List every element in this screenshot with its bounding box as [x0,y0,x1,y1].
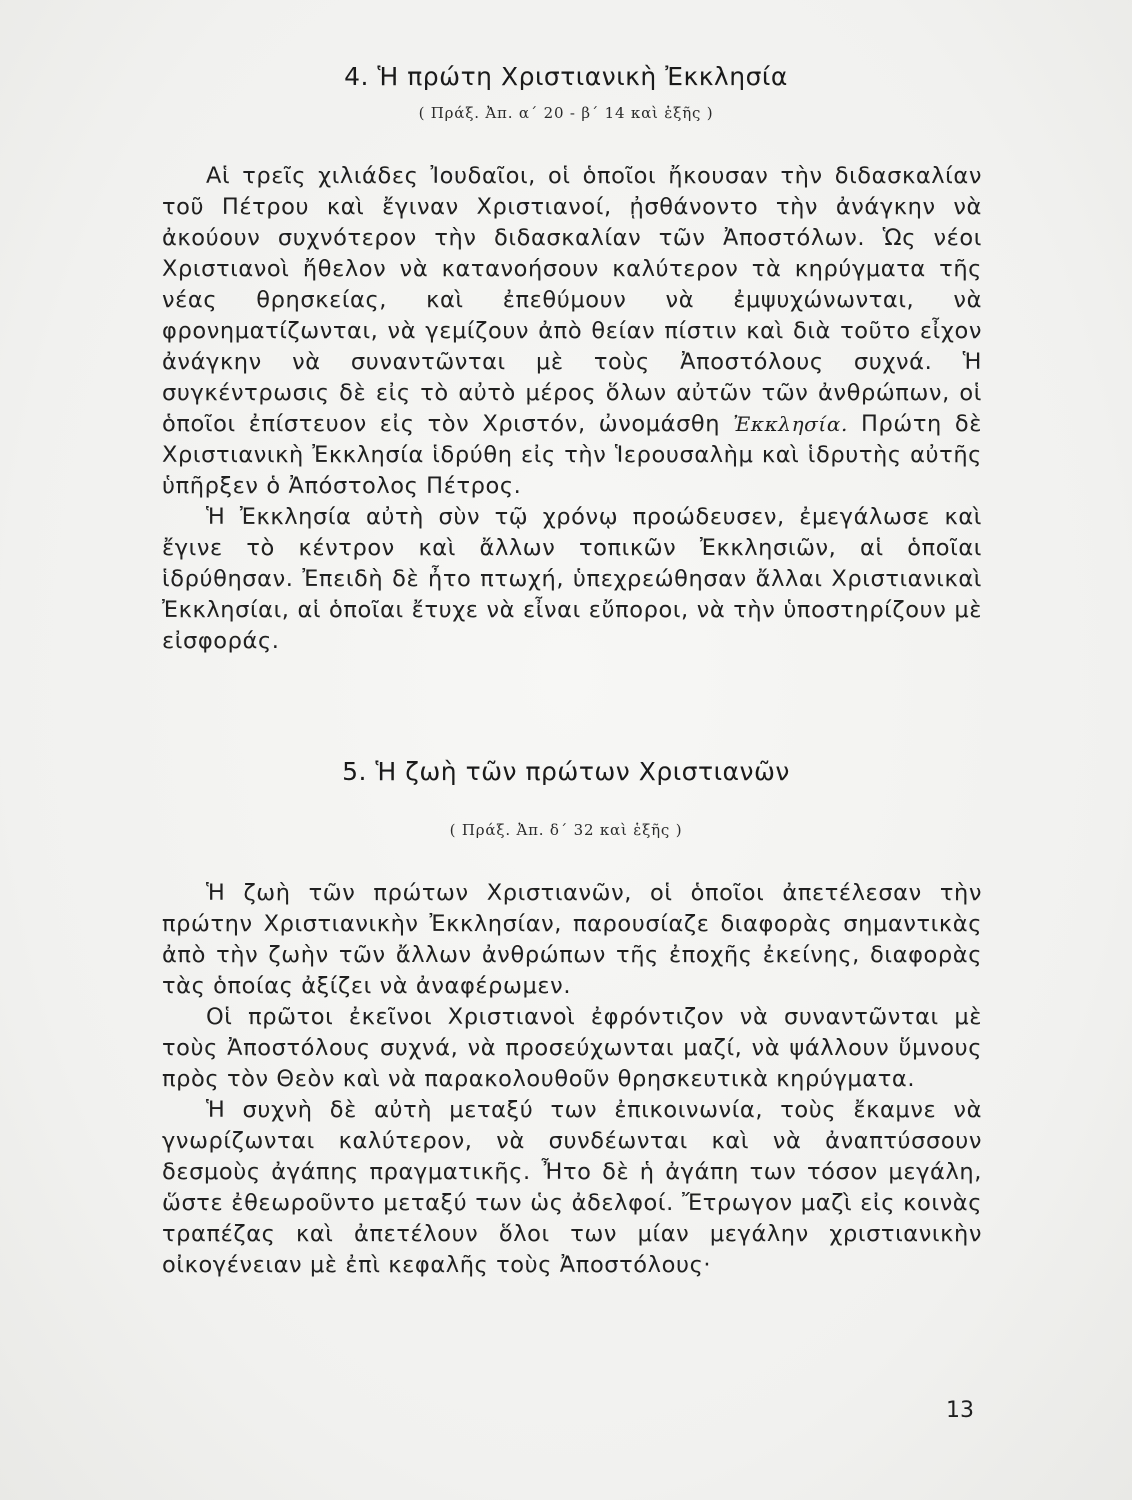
section-5-title: 5. Ἡ ζωὴ τῶν πρώτων Χριστιανῶν [342,757,790,786]
section-5-paragraph-3: Ἡ συχνὴ δὲ αὐτὴ μεταξύ των ἐπικοινωνία, τοὺς ἔκαμνε νὰ γνωρίζωνται καλύτερον, νὰ συνδέωνται καὶ νὰ ἀναπτύσσουν δεσμοὺς ἀγάπης πραγματικῆς. Ἦτο δὲ ἡ ἀγάπη των τόσον μεγάλη, ὥστε ἐθεωροῦντο μεταξύ των ὡς ἀδελφοί. Ἔτρωγον μαζὶ εἰς κοινὰς τραπέζας καὶ ἀπετέλουν ὅλοι των μίαν μεγάλην χριστιανικὴν οἰκογένειαν μὲ ἐπὶ κεφαλῆς τοὺς Ἀποστόλους· [162,1097,982,1278]
section-5-paragraph-2: Οἱ πρῶτοι ἐκεῖνοι Χριστιανοὶ ἐφρόντιζον νὰ συναντῶνται μὲ τοὺς Ἀποστόλους συχνά, νὰ προσεύχωνται μαζί, νὰ ψάλλουν ὕμνους πρὸς τὸν Θεὸν καὶ νὰ παρακολουθοῦν θρησκευτικὰ κηρύγματα. [162,1004,982,1092]
section-5-reference: ( Πράξ. Ἀπ. δ΄ 32 καὶ ἑξῆς ) [449,821,683,839]
section-5-paragraph-1: Ἡ ζωὴ τῶν πρώτων Χριστιανῶν, οἱ ὁποῖοι ἀπετέλεσαν τὴν πρώτην Χριστιανικὴν Ἐκκλησίαν, παρουσίαζε διαφορὰς σημαντικὰς ἀπὸ τὴν ζωὴν τῶν ἄλλων ἀνθρώπων τῆς ἐποχῆς ἐκείνης, διαφορὰς τὰς ὁποίας ἀξίζει νὰ ἀναφέρωμεν. [162,880,982,999]
ekklesia-term: Ἐκκλησία. [733,412,848,436]
section-4-paragraph-1-text-end: Πρώτη δὲ Χριστιανικὴ Ἐκκλησία ἱδρύθη εἰς τὴν Ἱερουσαλὴμ καὶ ἱδρυτὴς αὐτῆς ὑπῆρξεν ὁ Ἀπόστολος Πέτρος. [162,411,982,499]
section-4-reference: ( Πράξ. Ἀπ. α΄ 20 - β΄ 14 καὶ ἑξῆς ) [418,104,714,122]
section-4-paragraph-1 [162,161,982,502]
page-number: 13 [946,1398,974,1423]
section-4-paragraph-2: Ἡ Ἐκκλησία αὐτὴ σὺν τῷ χρόνῳ προώδευσεν, ἐμεγάλωσε καὶ ἔγινε τὸ κέντρον καὶ ἄλλων τοπικῶν Ἐκκλησιῶν, αἱ ὁποῖαι ἱδρύθησαν. Ἐπειδὴ δὲ ἦτο πτωχή, ὑπεχρεώθησαν ἄλλαι Χριστιανικαὶ Ἐκκλησίαι, αἱ ὁποῖαι ἔτυχε νὰ εἶναι εὔποροι, νὰ τὴν ὑποστηρίζουν μὲ εἰσφοράς. [162,504,982,654]
section-4-title: 4. Ἡ πρώτη Χριστιανικὴ Ἐκκλησία [344,62,788,91]
section-4-body [162,161,982,657]
section-4-paragraph-1-text: Αἱ τρεῖς χιλιάδες Ἰουδαῖοι, οἱ ὁποῖοι ἤκουσαν τὴν διδασκαλίαν τοῦ Πέτρου καὶ ἔγιναν Χριστιανοί, ᾐσθάνοντο τὴν ἀνάγκην νὰ ἀκούουν συχνότερον τὴν διδασκαλίαν τῶν Ἀποστόλων. Ὡς νέοι Χριστιανοὶ ἤθελον νὰ κατανοήσουν καλύτερον τὰ κηρύγματα τῆς νέας θρησκείας, καὶ ἐπεθύμουν νὰ ἐμψυχώνωνται, νὰ φρονηματίζωνται, νὰ γεμίζουν ἀπὸ θείαν πίστιν καὶ διὰ τοῦτο εἶχον ἀνάγκην νὰ συναντῶνται μὲ τοὺς Ἀποστόλους συχνά. Ἡ συγκέντρωσις δὲ εἰς τὸ αὐτὸ μέρος ὅλων αὐτῶν τῶν ἀνθρώπων, οἱ ὁποῖοι ἐπίστευον εἰς τὸν Χριστόν, ὠνομάσθη [162,163,982,437]
section-5-body [162,878,982,1281]
